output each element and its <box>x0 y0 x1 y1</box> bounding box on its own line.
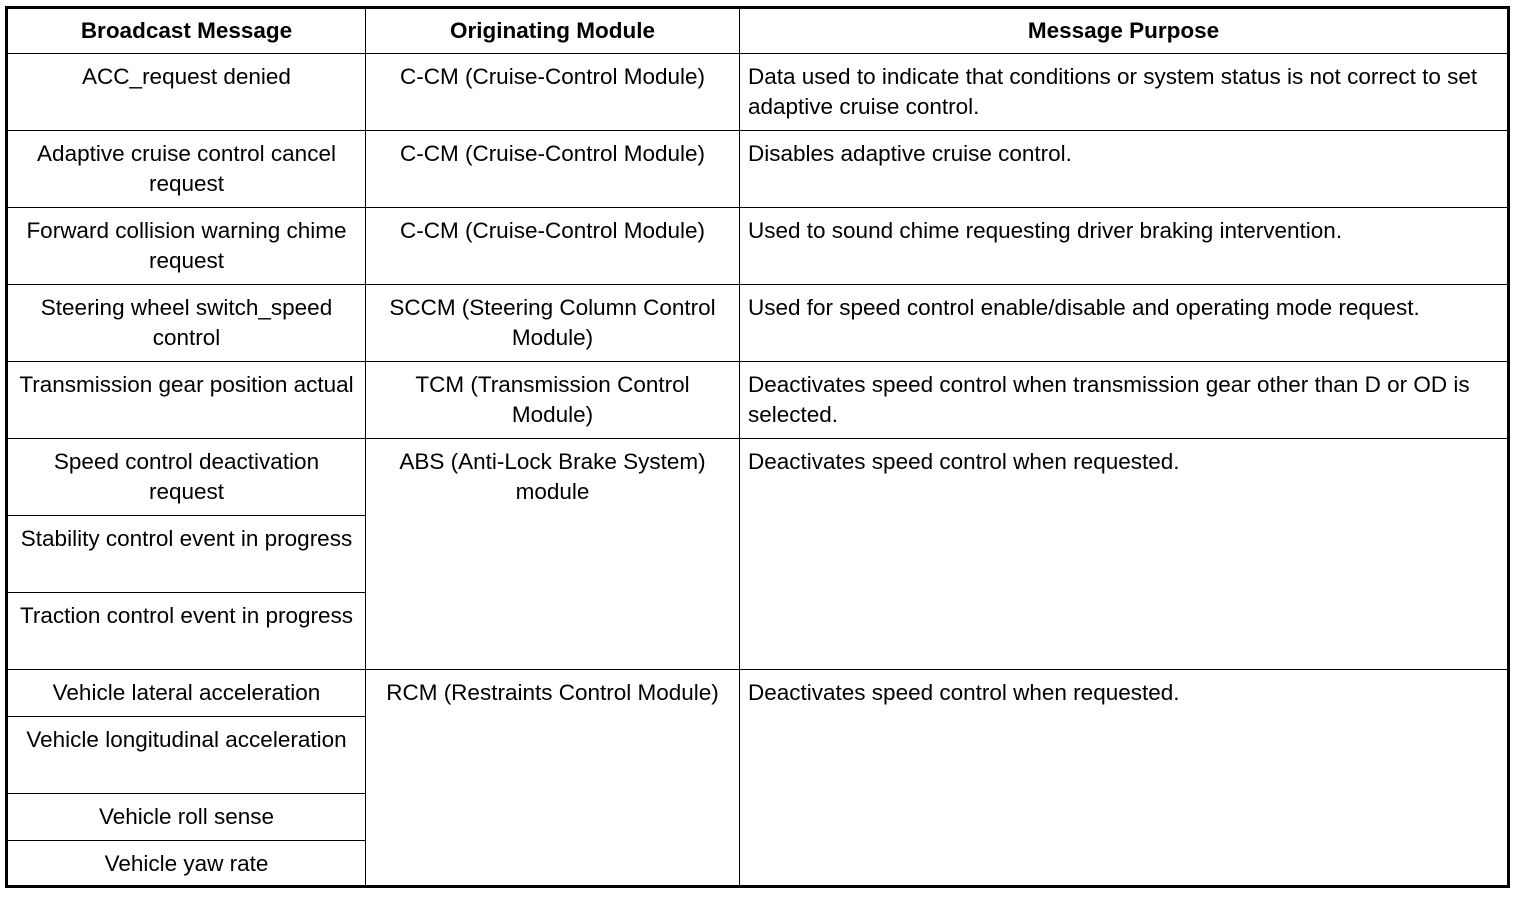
module-cell: C-CM (Cruise-Control Module) <box>366 131 740 208</box>
module-cell: TCM (Transmission Control Module) <box>366 362 740 439</box>
message-cell: Adaptive cruise control cancel request <box>7 131 366 208</box>
message-cell: Vehicle lateral acceleration <box>7 670 366 717</box>
table-row <box>7 285 1509 362</box>
purpose-cell: Used to sound chime requesting driver braking intervention. <box>740 208 1509 285</box>
module-cell: C-CM (Cruise-Control Module) <box>366 54 740 131</box>
broadcast-message-table <box>5 6 1510 888</box>
header-broadcast-message: Broadcast Message <box>7 8 366 54</box>
message-cell: Vehicle yaw rate <box>7 841 366 887</box>
table-row <box>7 670 1509 717</box>
message-cell: Steering wheel switch_speed control <box>7 285 366 362</box>
table-row <box>7 131 1509 208</box>
table-row <box>7 362 1509 439</box>
module-cell: SCCM (Steering Column Control Module) <box>366 285 740 362</box>
message-cell: Traction control event in progress <box>7 593 366 670</box>
purpose-cell-rcm: Deactivates speed control when requested. <box>740 670 1509 887</box>
header-message-purpose: Message Purpose <box>740 8 1509 54</box>
message-cell: Speed control deactivation request <box>7 439 366 516</box>
header-row <box>7 8 1509 54</box>
module-cell: C-CM (Cruise-Control Module) <box>366 208 740 285</box>
message-cell: Forward collision warning chime request <box>7 208 366 285</box>
purpose-cell: Deactivates speed control when transmission gear other than D or OD is selected. <box>740 362 1509 439</box>
message-cell: Transmission gear position actual <box>7 362 366 439</box>
message-cell: Stability control event in progress <box>7 516 366 593</box>
table-row <box>7 208 1509 285</box>
purpose-cell: Used for speed control enable/disable and operating mode request. <box>740 285 1509 362</box>
purpose-cell-abs: Deactivates speed control when requested. <box>740 439 1509 670</box>
message-cell: ACC_request denied <box>7 54 366 131</box>
purpose-cell: Data used to indicate that conditions or system status is not correct to set adaptive cruise control. <box>740 54 1509 131</box>
table-row <box>7 439 1509 516</box>
module-cell-abs: ABS (Anti-Lock Brake System) module <box>366 439 740 670</box>
header-originating-module: Originating Module <box>366 8 740 54</box>
message-cell: Vehicle roll sense <box>7 794 366 841</box>
table-row <box>7 54 1509 131</box>
message-cell: Vehicle longitudinal acceleration <box>7 717 366 794</box>
purpose-cell: Disables adaptive cruise control. <box>740 131 1509 208</box>
module-cell-rcm: RCM (Restraints Control Module) <box>366 670 740 887</box>
